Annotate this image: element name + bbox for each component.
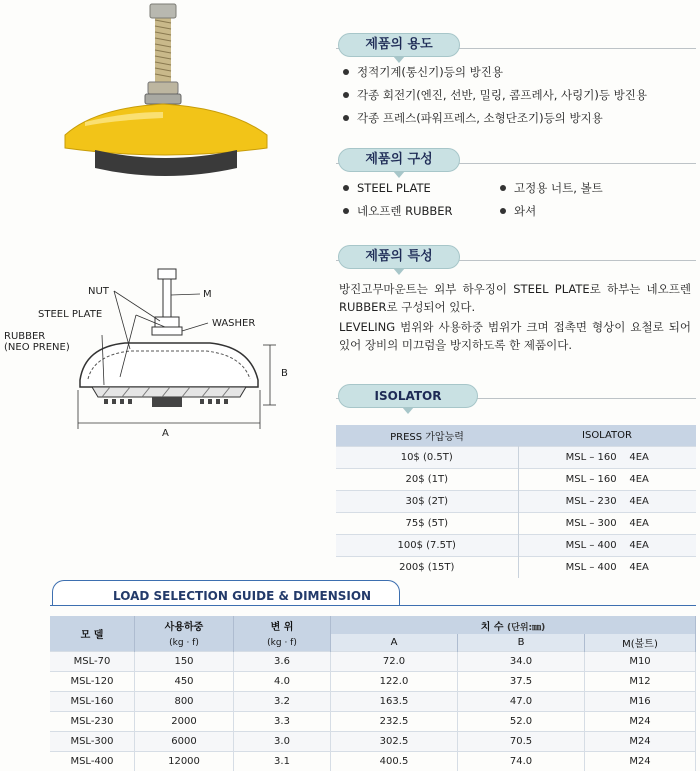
composition-header: 제품의 구성 [338, 148, 460, 172]
bullet-icon [343, 115, 349, 121]
col-disp-unit: (kg · f) [234, 634, 331, 652]
list-item: 와셔 [500, 200, 603, 223]
table-row: MSL-230 2000 3.3 232.5 52.0 M24 [50, 712, 696, 732]
table-row: MSL-120 450 4.0 122.0 37.5 M12 [50, 672, 696, 692]
isolator-header: ISOLATOR [338, 384, 478, 408]
features-paragraph-2: LEVELING 범위와 사용하중 범위가 크며 접촉면 형상이 요철로 되어 있어 장비의 미끄럼을 방지하도록 한 제품이다. [339, 319, 691, 354]
table-row: MSL-70 150 3.6 72.0 34.0 M10 [50, 652, 696, 672]
list-item: 네오프렌 RUBBER [343, 200, 453, 223]
col-dim-m: M(볼트) [585, 634, 696, 652]
bullet-icon [500, 208, 506, 214]
list-item: 고정용 너트, 볼트 [500, 177, 603, 200]
load-guide-rule [50, 605, 696, 606]
list-item: 각종 회전기(엔진, 선반, 밀링, 콤프레사, 사링기)등 방진용 [343, 84, 647, 107]
bullet-icon [500, 185, 506, 191]
table-row: 30$ (2T) MSL – 230 4EA [336, 491, 696, 513]
composition-list-right [500, 177, 603, 223]
table-row: MSL-160 800 3.2 163.5 47.0 M16 [50, 692, 696, 712]
load-guide-table [50, 616, 696, 771]
col-displacement: 변 위 [234, 616, 331, 634]
bullet-icon [343, 185, 349, 191]
col-load-unit: (kg · f) [135, 634, 234, 652]
label-rubber: RUBBER [4, 331, 45, 342]
table-row: 10$ (0.5T) MSL – 160 4EA [336, 447, 696, 469]
label-m: M [203, 289, 212, 300]
table-row: MSL-400 12000 3.1 400.5 74.0 M24 [50, 752, 696, 771]
usage-header: 제품의 용도 [338, 33, 460, 57]
label-neo-prene: (NEO PRENE) [4, 342, 70, 353]
list-item: 각종 프레스(파워프레스, 소형단조기)등의 방지용 [343, 107, 647, 130]
table-row: 20$ (1T) MSL – 160 4EA [336, 469, 696, 491]
table-row: 200$ (15T) MSL – 400 4EA [336, 557, 696, 579]
product-photo [55, 0, 280, 185]
col-model: 모 델 [50, 616, 135, 652]
list-item: 정적기계(통신기)등의 방진용 [343, 61, 647, 84]
col-load: 사용하중 [135, 616, 234, 634]
label-steel-plate: STEEL PLATE [38, 309, 102, 320]
label-washer: WASHER [212, 318, 255, 329]
load-guide-title: LOAD SELECTION GUIDE & DIMENSION [113, 589, 371, 603]
bullet-icon [343, 92, 349, 98]
isolator-table [336, 425, 696, 578]
table-row: 75$ (5T) MSL – 300 4EA [336, 513, 696, 535]
composition-list-left [343, 177, 453, 223]
label-nut: NUT [88, 286, 109, 297]
label-dim-b: B [281, 368, 288, 379]
label-dim-a: A [162, 428, 169, 439]
col-press-capacity: PRESS 가압능력 [336, 425, 518, 447]
col-dim-b: B [458, 634, 585, 652]
bullet-icon [343, 208, 349, 214]
col-isolator: ISOLATOR [518, 425, 696, 447]
col-dim-a: A [331, 634, 458, 652]
table-row: MSL-300 6000 3.0 302.5 70.5 M24 [50, 732, 696, 752]
table-row: 100$ (7.5T) MSL – 400 4EA [336, 535, 696, 557]
list-item: STEEL PLATE [343, 177, 453, 200]
features-paragraph-1: 방진고무마운트는 외부 하우징이 STEEL PLATE로 하부는 네오프렌 RUBBER로 구성되어 있다. [339, 281, 691, 316]
load-guide-tab [52, 580, 400, 606]
col-dimension: 치 수 (단위:㎜) [331, 616, 696, 634]
features-header: 제품의 특성 [338, 245, 460, 269]
bullet-icon [343, 69, 349, 75]
usage-list [343, 61, 647, 130]
